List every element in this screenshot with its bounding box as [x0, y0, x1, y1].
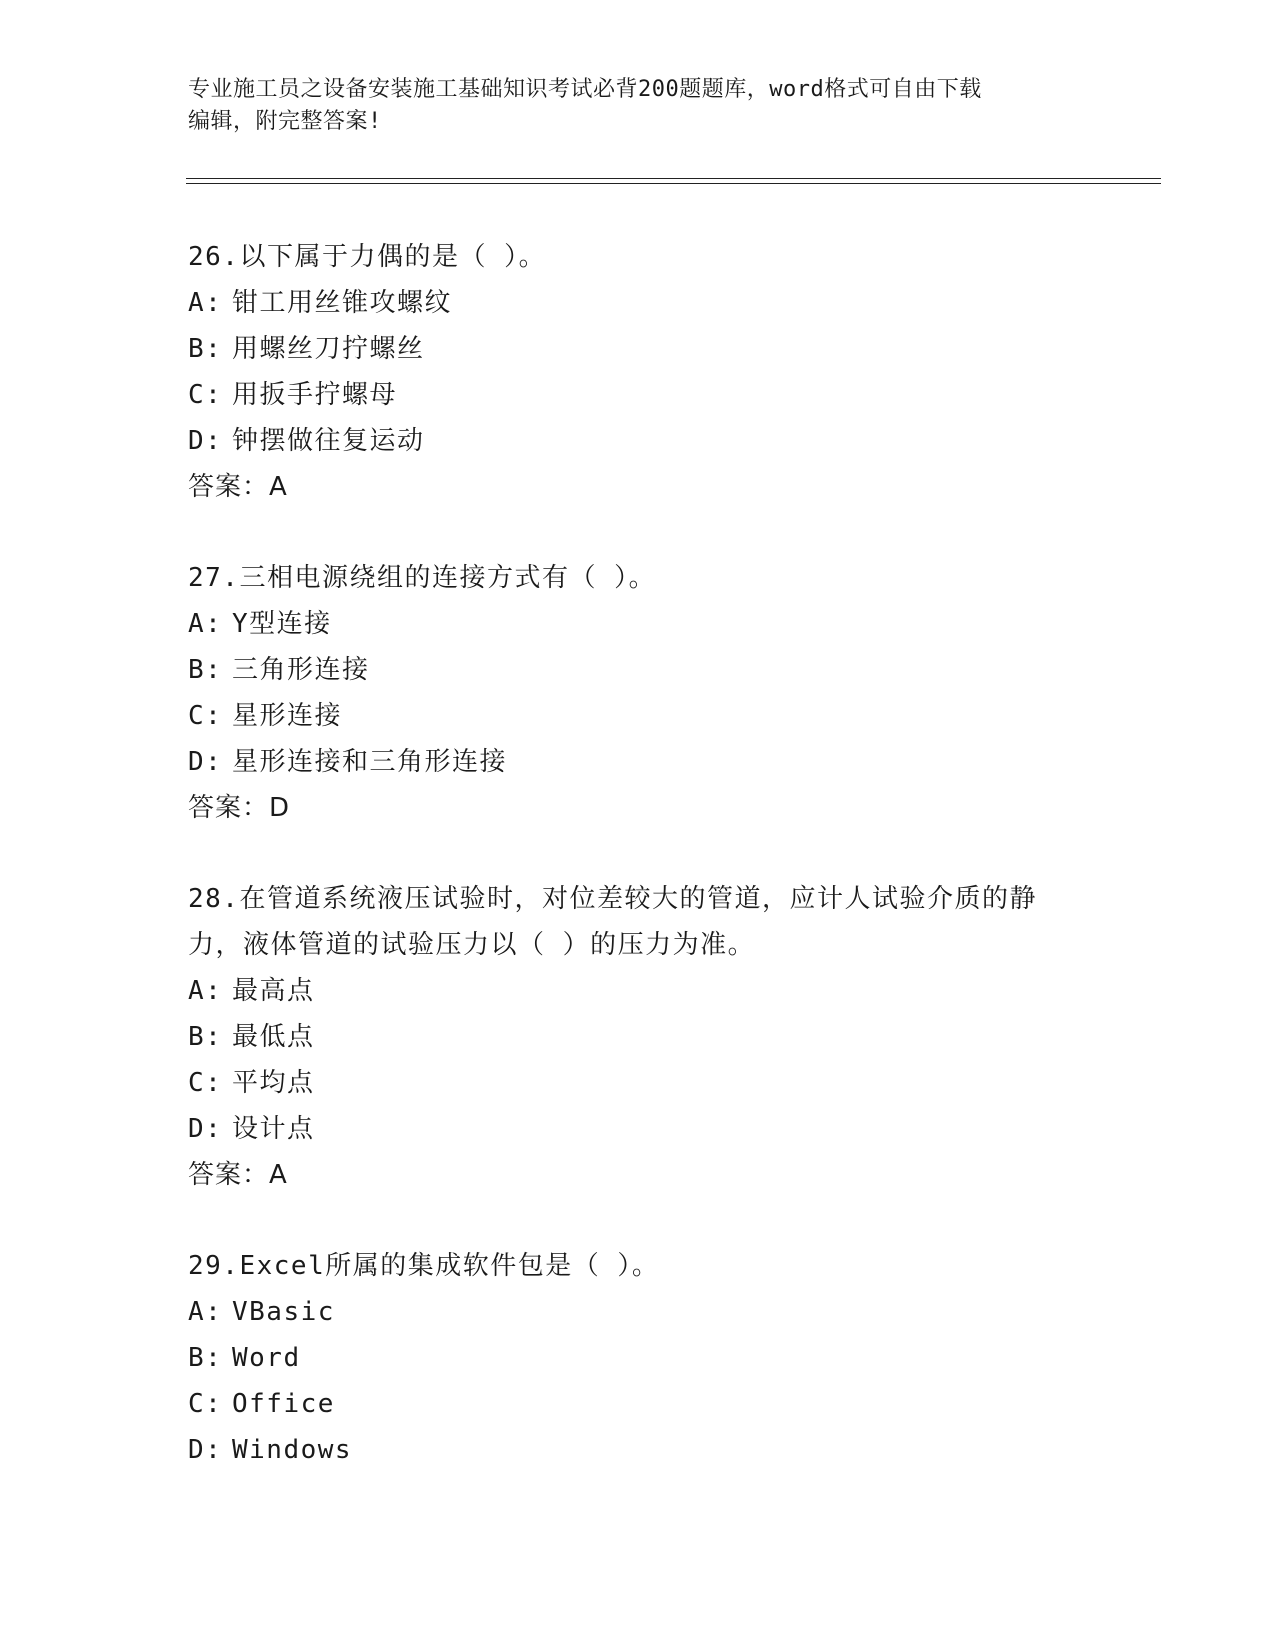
option-key: B: [188, 334, 223, 364]
question-27 [188, 555, 1088, 831]
option-b [188, 326, 1088, 372]
option-key: A: [188, 288, 223, 318]
option-d [188, 418, 1088, 464]
option-key: B: [188, 1022, 223, 1052]
option-key: B: [188, 655, 223, 685]
question-29 [188, 1243, 1088, 1473]
document-header [188, 74, 1068, 138]
question-stem-line-1: 28.在管道系统液压试验时，对位差较大的管道，应计人试验介质的静 [188, 884, 1037, 914]
option-text: Word [232, 1343, 301, 1373]
option-a [188, 1289, 1088, 1335]
option-key: A: [188, 1297, 223, 1327]
option-text: 钳工用丝锥攻螺纹 [232, 288, 453, 318]
option-a [188, 280, 1088, 326]
header-line-2: 编辑，附完整答案! [188, 109, 382, 134]
option-key: A: [188, 976, 223, 1006]
option-text: 星形连接 [232, 701, 343, 731]
option-key: D: [188, 1114, 223, 1144]
option-text: 星形连接和三角形连接 [232, 747, 508, 777]
option-text: Windows [232, 1435, 353, 1465]
option-key: B: [188, 1343, 223, 1373]
option-d [188, 1427, 1088, 1473]
option-text: Y型连接 [232, 609, 332, 639]
option-key: D: [188, 747, 223, 777]
option-d [188, 739, 1088, 785]
answer-line: 答案：D [188, 793, 291, 823]
option-b [188, 647, 1088, 693]
option-key: A: [188, 609, 223, 639]
question-stem-line-2: 力，液体管道的试验压力以（ ）的压力为准。 [188, 930, 756, 960]
question-28 [188, 876, 1088, 1198]
option-text: 钟摆做往复运动 [232, 426, 425, 456]
answer-line: 答案：A [188, 1160, 288, 1190]
option-text: 最低点 [232, 1022, 315, 1052]
header-divider-bottom [186, 183, 1161, 184]
option-text: 三角形连接 [232, 655, 370, 685]
option-text: VBasic [232, 1297, 335, 1327]
option-b [188, 1335, 1088, 1381]
question-stem: 26.以下属于力偶的是（ ）。 [188, 242, 547, 272]
option-text: 最高点 [232, 976, 315, 1006]
option-key: C: [188, 1068, 223, 1098]
option-key: C: [188, 701, 223, 731]
option-key: C: [188, 380, 223, 410]
option-key: D: [188, 426, 223, 456]
question-stem: 29.Excel所属的集成软件包是（ ）。 [188, 1251, 660, 1281]
answer-line: 答案：A [188, 472, 288, 502]
option-text: 用扳手拧螺母 [232, 380, 398, 410]
header-line-1: 专业施工员之设备安装施工基础知识考试必背200题题库，word格式可自由下载 [188, 77, 982, 102]
option-key: C: [188, 1389, 223, 1419]
option-d [188, 1106, 1088, 1152]
option-text: 用螺丝刀拧螺丝 [232, 334, 425, 364]
option-b [188, 1014, 1088, 1060]
question-26 [188, 234, 1088, 510]
header-divider-top [186, 178, 1161, 179]
question-stem: 27.三相电源绕组的连接方式有（ ）。 [188, 563, 657, 593]
option-text: 设计点 [232, 1114, 315, 1144]
option-c [188, 1381, 1088, 1427]
option-text: Office [232, 1389, 335, 1419]
option-key: D: [188, 1435, 223, 1465]
option-a [188, 601, 1088, 647]
option-a [188, 968, 1088, 1014]
option-c [188, 693, 1088, 739]
option-text: 平均点 [232, 1068, 315, 1098]
option-c [188, 372, 1088, 418]
option-c [188, 1060, 1088, 1106]
